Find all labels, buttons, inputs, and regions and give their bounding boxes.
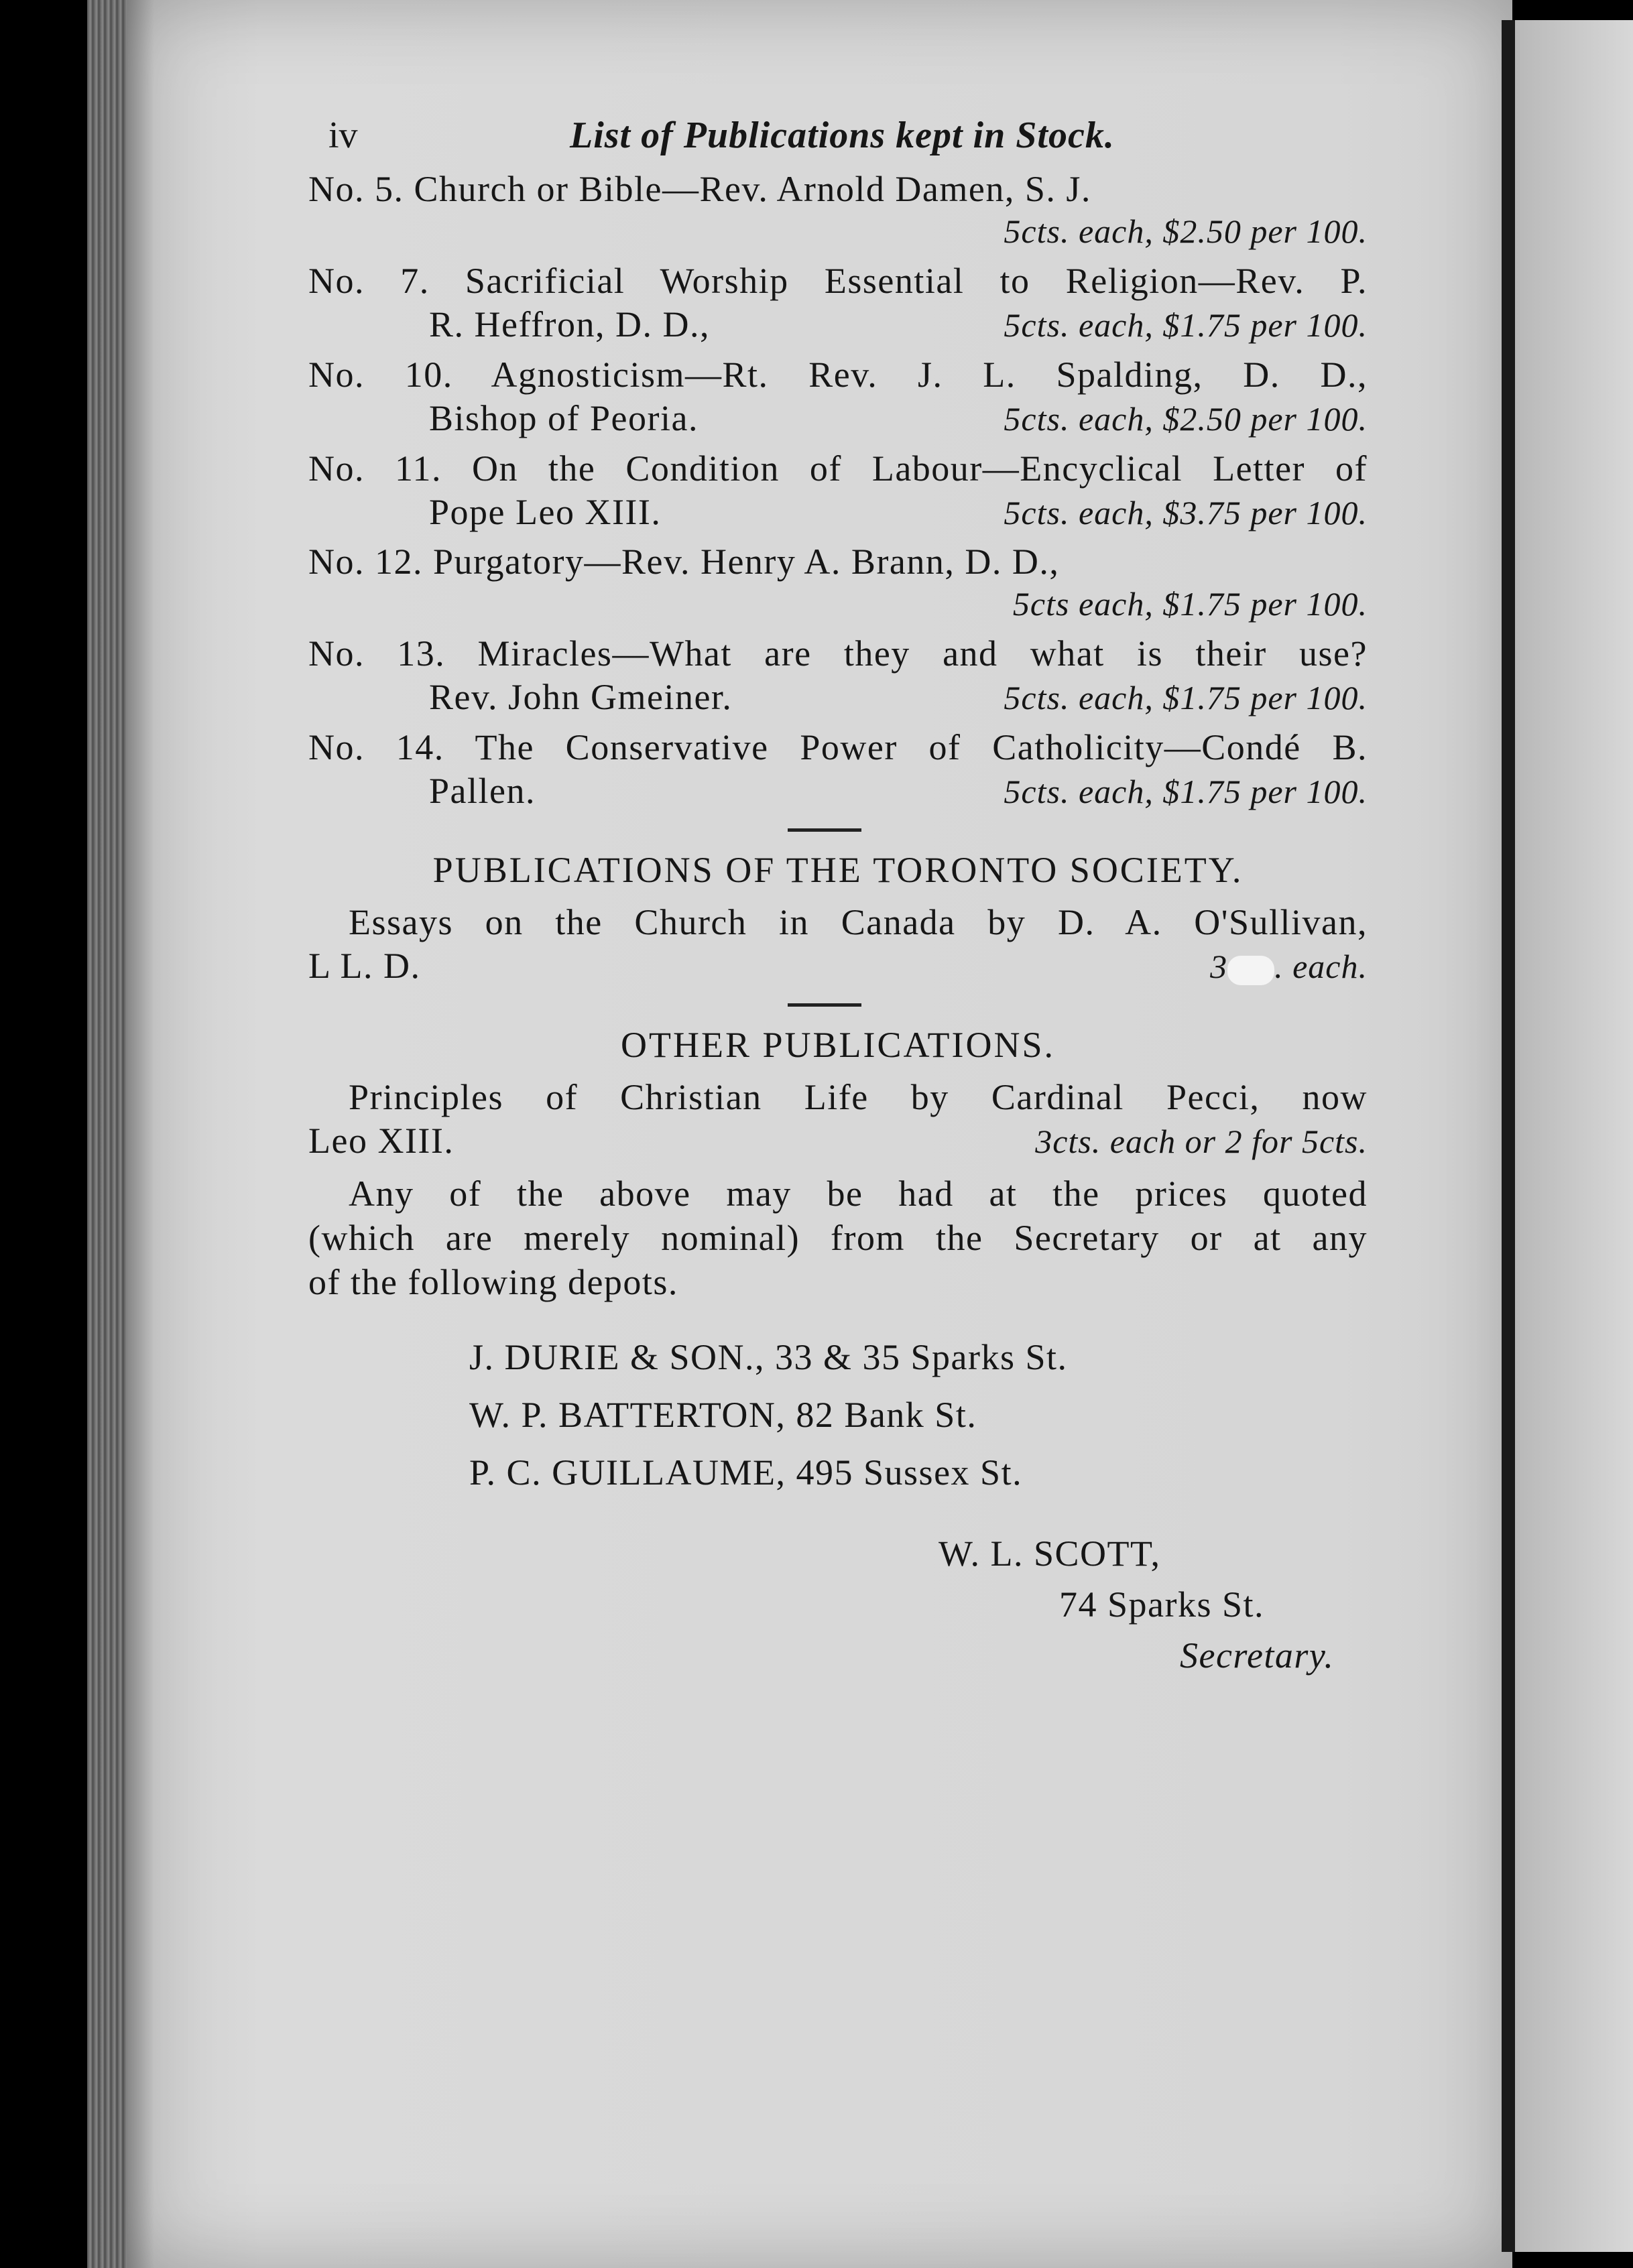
publication-entry — [308, 168, 1368, 252]
price-fragment: 3 — [1210, 948, 1228, 985]
signature-address: 74 Sparks St. — [1059, 1584, 1265, 1625]
depot-item: J. DURIE & SON., 33 & 35 Sparks St. — [469, 1337, 1068, 1377]
entry-title: No. 12. Purgatory—Rev. Henry A. Brann, D. D., — [308, 542, 1060, 582]
entry-author: Pope Leo XIII. — [429, 492, 662, 532]
other-line: Principles of Christian Life by Cardinal Pecci, now — [349, 1077, 1368, 1117]
entry-price: 5cts. each, $3.75 per 100. — [1004, 494, 1368, 531]
ink-blot — [1227, 956, 1274, 985]
other-paragraph — [308, 1075, 1368, 1162]
entry-price: 5cts. each, $1.75 per 100. — [1004, 306, 1368, 344]
entry-title: No. 10. Agnosticism—Rt. Rev. J. L. Spalding, D. D., — [308, 355, 1368, 395]
entry-title: No. 5. Church or Bible—Rev. Arnold Damen, S. J. — [308, 169, 1091, 209]
section-rule — [788, 1003, 861, 1007]
entry-author: Rev. John Gmeiner. — [429, 677, 733, 717]
entry-price: 5cts. each, $1.75 per 100. — [1004, 679, 1368, 716]
running-title: List of Publications kept in Stock. — [570, 115, 1115, 156]
publication-entry — [308, 353, 1368, 440]
entry-title: No. 11. On the Condition of Labour—Encyclical Letter of — [308, 448, 1368, 489]
entry-price: 5cts. each, $2.50 per 100. — [1004, 212, 1368, 250]
toronto-paragraph — [308, 900, 1368, 987]
notice-line: (which are merely nominal) from the Secretary or at any — [308, 1218, 1368, 1258]
folio-number: iv — [328, 115, 358, 156]
signature-name: W. L. SCOTT, — [939, 1533, 1161, 1574]
entry-author: Bishop of Peoria. — [429, 398, 699, 438]
other-line: Leo XIII. — [308, 1121, 455, 1161]
depot-list — [308, 1328, 1368, 1501]
notice-line: Any of the above may be had at the prices quoted — [349, 1174, 1368, 1214]
entry-author: Pallen. — [429, 771, 536, 811]
publication-entry — [308, 725, 1368, 812]
section-rule — [788, 828, 861, 832]
toronto-heading: PUBLICATIONS OF THE TORONTO SOCIETY. — [432, 850, 1244, 890]
toronto-line: L L. D. — [308, 946, 421, 986]
entry-title: No. 7. Sacrificial Worship Essential to Religion—Rev. P. — [308, 261, 1368, 301]
entry-price: 5cts. each, $2.50 per 100. — [1004, 400, 1368, 438]
notice-paragraph — [308, 1172, 1368, 1304]
notice-line: of the following depots. — [308, 1262, 678, 1302]
toronto-price — [1210, 946, 1368, 987]
signature-block — [308, 1528, 1368, 1681]
toronto-line: Essays on the Church in Canada by D. A. O'Sullivan, — [349, 902, 1368, 942]
page-content — [308, 107, 1368, 1681]
facing-page-edge — [1515, 20, 1633, 2252]
entry-author: R. Heffron, D. D., — [429, 304, 710, 344]
other-price: 3cts. each or 2 for 5cts. — [1035, 1123, 1368, 1160]
entry-title: No. 13. Miracles—What are they and what is their use? — [308, 633, 1368, 674]
depot-item: P. C. GUILLAUME, 495 Sussex St. — [469, 1452, 1023, 1493]
price-fragment: . each. — [1274, 948, 1368, 985]
depot-item: W. P. BATTERTON, 82 Bank St. — [469, 1395, 977, 1435]
publication-entry — [308, 631, 1368, 718]
publication-entry — [308, 259, 1368, 346]
entry-price: 5cts each, $1.75 per 100. — [1012, 585, 1368, 623]
publication-entry — [308, 540, 1368, 625]
entry-price: 5cts. each, $1.75 per 100. — [1004, 773, 1368, 810]
entry-title: No. 14. The Conservative Power of Catholicity—Condé B. — [308, 727, 1368, 767]
page-header — [308, 107, 1368, 168]
book-gutter — [1502, 20, 1515, 2252]
publication-entry — [308, 446, 1368, 533]
other-heading: OTHER PUBLICATIONS. — [620, 1025, 1056, 1065]
signature-role: Secretary. — [1180, 1635, 1335, 1676]
